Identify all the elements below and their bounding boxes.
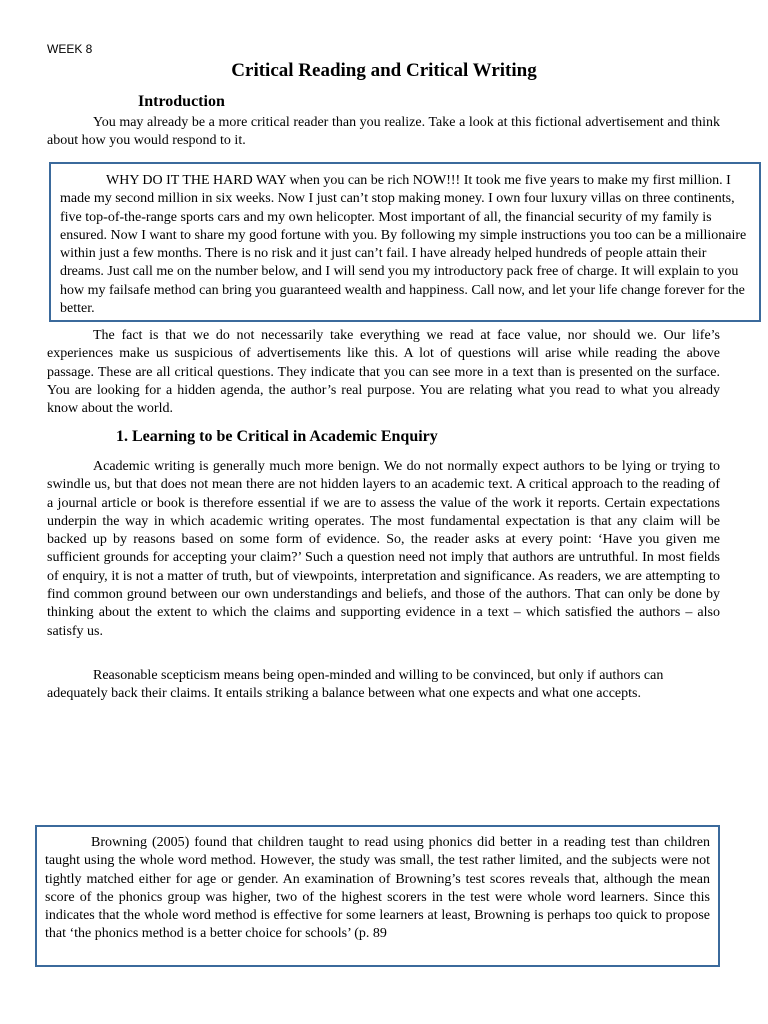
- introduction-paragraph: [47, 114, 720, 151]
- example-box-text: Browning (2005) found that children taught to read using phonics did better in a reading test than children taught using the whole word method. However, the study was small, the test rather limited, and the subjects were not tightly matched either for age or gender. An examination of Browning’s test scores reveals that, although the mean score of the phonics group was higher, two of the highest scorers in the test were whole word learners. Since this indicates that the whole word method is effective for some learners at least, Browning is perhaps too quick to propose that ‘the phonics method is a better choice for schools’ (p. 89: [45, 835, 710, 942]
- advertisement-text: WHY DO IT THE HARD WAY when you can be rich NOW!!! It took me five years to make my first million. I made my second million in six weeks. Now I just can’t stop making money. I own four luxury villas on three continents, five top-of-the-range sports cars and my own helicopter. Most important of all, the financial security of my family is ensured. Now I want to share my good fortune with you. By following my simple instructions you too can be a millionaire within just a few months. There is no risk and it just can’t fail. I have already helped hundreds of people attain their dreams. Just call me on the number below, and I will send you my introductory pack free of charge. It will explain to you how my failsafe method can bring you guaranteed wealth and happiness. Call now, and let your life change forever for the better.: [60, 173, 747, 317]
- example-box: [35, 825, 720, 967]
- section-1-paragraph-1-text: Academic writing is generally much more benign. We do not normally expect authors to be lying or trying to swindle us, but that does not mean there are not hidden layers to an academic text. A critical approach to the reading of a journal article or book is therefore essential if we are to assess the value of the work it reports. Certain expectations underpin the way in which academic writing operates. The most fundamental expectation is that any claim will be backed up by reasons based on some form of evidence. So, the reader asks at every point: ‘Have you given me sufficient grounds for accepting your claim?’ Such a question need not imply that authors are untruthful. In most fields of enquiry, it is not a matter of truth, but of viewpoints, interpretation and significance. As readers, we are attempting to find common ground between our own understandings and beliefs, and those of the authors. That can only be done by thinking about the extent to which the claims and supporting evidence in a text – which satisfied the authors – also satisfy us.: [47, 459, 720, 639]
- week-label: WEEK 8: [47, 42, 93, 56]
- section-1-heading: 1. Learning to be Critical in Academic Enquiry: [116, 428, 438, 445]
- section-1-paragraph-1: [47, 458, 720, 641]
- section-1-paragraph-2-text: Reasonable scepticism means being open-minded and willing to be convinced, but only if authors can adequately back their claims. It entails striking a balance between what one expects and what one accepts.: [47, 668, 664, 702]
- advertisement-box: [49, 162, 761, 322]
- section-1-paragraph-2: [47, 667, 707, 704]
- fact-paragraph-text: The fact is that we do not necessarily take everything we read at face value, nor should we. Our life’s experiences make us suspicious of advertisements like this. A lot of questions will arise while reading the above passage. These are all critical questions. They indicate that you can see more in a text than is presented on the surface. You are looking for a hidden agenda, the author’s real purpose. You are relating what you read to what you already know about the world.: [47, 328, 720, 417]
- introduction-text: You may already be a more critical reader than you realize. Take a look at this fictional advertisement and think about how you would respond to it.: [47, 115, 720, 149]
- page-title: Critical Reading and Critical Writing: [231, 60, 537, 81]
- fact-paragraph: [47, 327, 720, 418]
- introduction-heading: Introduction: [138, 93, 225, 110]
